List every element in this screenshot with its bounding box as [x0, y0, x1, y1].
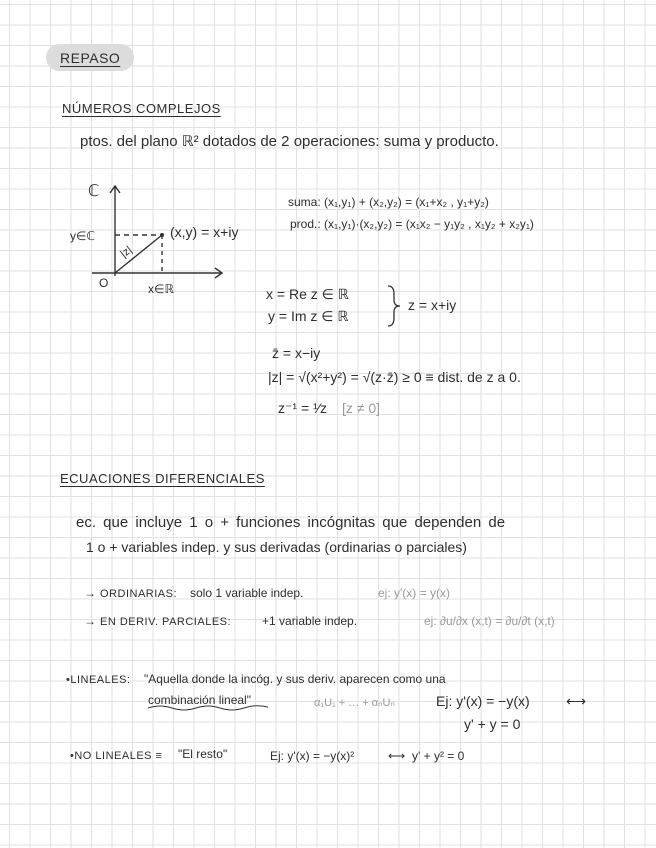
lineales-formula: α₁U₁ + … + αₙUₙ — [314, 697, 395, 709]
heading-numeros-complejos: NÚMEROS COMPLEJOS — [62, 101, 221, 116]
y-axis-label: y∈ℂ — [70, 229, 95, 243]
lineales-example-1: Ej: y'(x) = −y(x) — [436, 693, 530, 709]
complex-set-label: ℂ — [88, 183, 100, 200]
lineales-example-2: y' + y = 0 — [464, 716, 521, 732]
section-title-repaso: REPASO — [60, 50, 121, 66]
lineales-label: •LINEALES: — [66, 674, 131, 686]
brace — [388, 286, 400, 326]
modulus-line: |z| = √(x²+y²) = √(z·z̄) ≥ 0 ≡ dist. de z a 0. — [268, 369, 521, 385]
definition-line-1: ec. que incluye 1 o + funciones incógnitas que dependen de — [76, 514, 506, 531]
z-definition: z = x+iy — [408, 297, 457, 313]
im-line: y = Im z ∈ ℝ — [268, 308, 349, 324]
inverse-line: z⁻¹ = ¹⁄z — [278, 400, 328, 416]
producto-formula: prod.: (x₁,y₁)·(x₂,y₂) = (x₁x₂ − y₁y₂ , x₁y₂ + x₂y₁) — [290, 217, 534, 231]
ordinarias-example: ej: y'(x) = y(x) — [378, 586, 450, 600]
arrow-icon: → — [84, 586, 96, 600]
equivalence-arrow-icon: ⟷ — [388, 749, 406, 763]
no-lineales-example-2: y' + y² = 0 — [412, 749, 465, 763]
equivalence-arrow-icon: ⟷ — [566, 693, 587, 709]
re-line: x = Re z ∈ ℝ — [266, 286, 349, 302]
parciales-label: EN DERIV. PARCIALES: — [100, 616, 232, 628]
x-axis-label: x∈ℝ — [148, 282, 174, 296]
parciales-example: ej: ∂u/∂x (x,t) = ∂u/∂t (x,t) — [424, 614, 555, 628]
point-z — [160, 233, 164, 237]
ordinarias-text: solo 1 variable indep. — [190, 586, 304, 600]
definition-line-2: 1 o + variables indep. y sus derivadas (ordinarias o parciales) — [86, 539, 467, 555]
ordinarias-label: ORDINARIAS: — [100, 588, 178, 600]
point-label: (x,y) = x+iy — [170, 224, 239, 240]
lineales-text: "Aquella donde la incóg. y sus deriv. aparecen como una — [144, 672, 446, 686]
origin-label: O — [99, 276, 109, 290]
lineales-underlined: combinación lineal" — [148, 693, 251, 707]
modulus-label: |z| — [118, 243, 135, 261]
suma-formula: suma: (x₁,y₁) + (x₂,y₂) = (x₁+x₂ , y₁+y₂) — [288, 195, 489, 209]
heading-ecuaciones-diferenciales: ECUACIONES DIFERENCIALES — [60, 471, 265, 486]
arrow-icon: → — [84, 614, 96, 628]
no-lineales-example: Ej: y'(x) = −y(x)² — [270, 749, 355, 763]
inverse-condition: [z ≠ 0] — [342, 400, 381, 416]
complejos-intro: ptos. del plano ℝ² dotados de 2 operaciones: suma y producto. — [80, 133, 499, 150]
no-lineales-text: "El resto" — [178, 747, 228, 761]
parciales-text: +1 variable indep. — [262, 614, 358, 628]
conjugate-line: z̄ = x−iy — [272, 345, 321, 361]
no-lineales-label: •NO LINEALES ≡ — [70, 750, 163, 762]
